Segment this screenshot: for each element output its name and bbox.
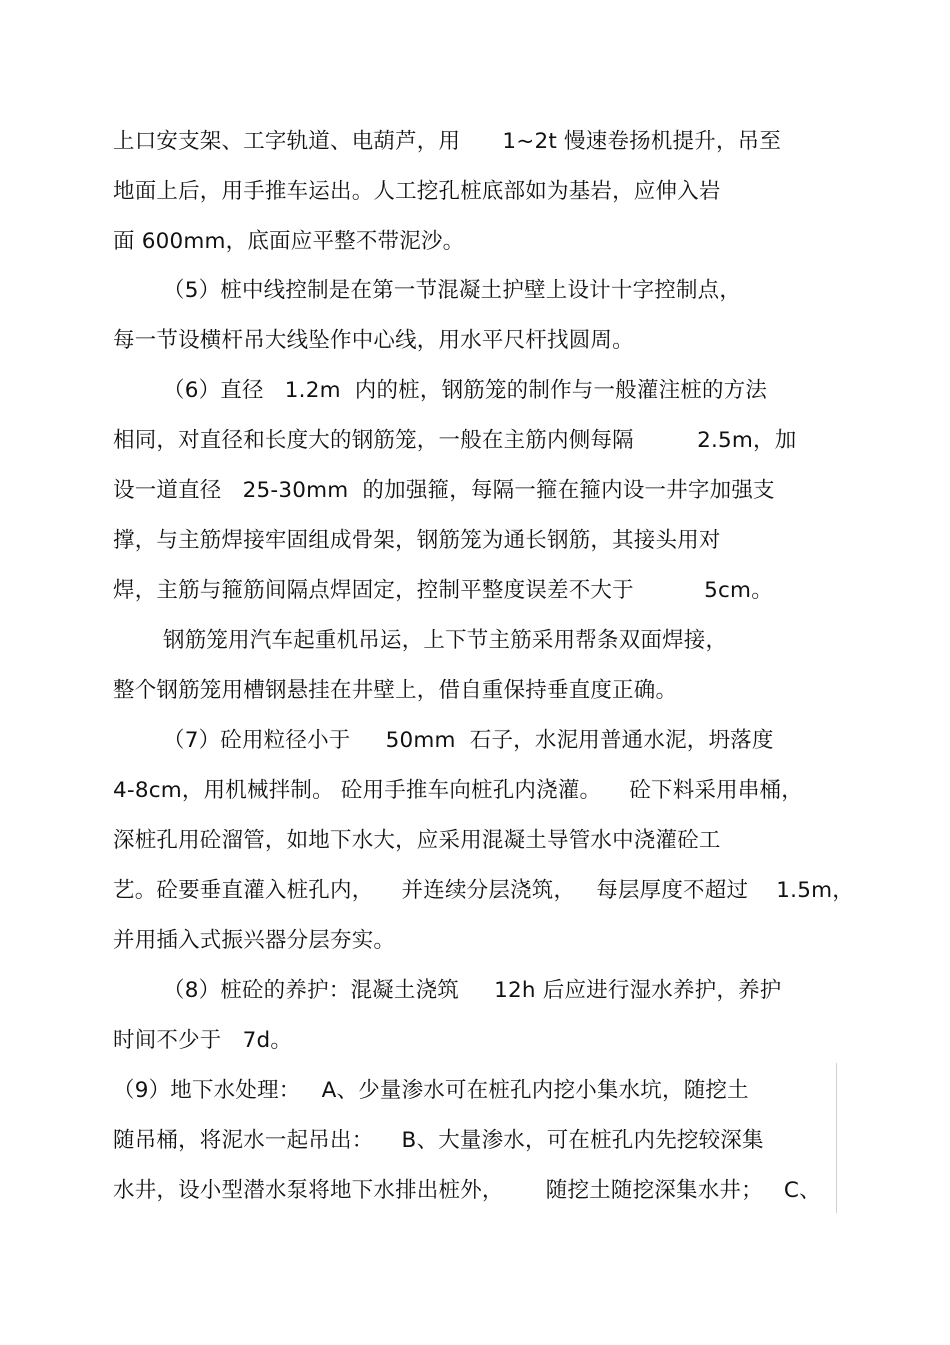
text-line-19: 时间不少于 7d。 [113, 1028, 293, 1053]
text-line-17: 并用插入式振兴器分层夯实。 [113, 928, 396, 953]
text-line-11: 钢筋笼用汽车起重机吊运，上下节主筋采用帮条双面焊接， [163, 628, 728, 653]
text-line-14: 4-8cm，用机械拌制。 砼用手推车向桩孔内浇灌。 砼下料采用串桶， [113, 778, 803, 803]
text-line-10: 焊，主筋与箍筋间隔点焊固定，控制平整度误差不大于 5cm。 [113, 578, 773, 603]
text-line-2: 地面上后，用手推车运出。人工挖孔桩底部如为基岩，应伸入岩 [113, 179, 721, 204]
text-line-15: 深桩孔用砼溜管，如地下水大，应采用混凝土导管水中浇灌砼工 [113, 828, 721, 853]
text-line-12: 整个钢筋笼用槽钢悬挂在井壁上，借自重保持垂直度正确。 [113, 678, 678, 703]
text-line-5: 每一节设横杆吊大线坠作中心线，用水平尺杆找圆周。 [113, 328, 634, 353]
text-line-7: 相同，对直径和长度大的钢筋笼，一般在主筋内侧每隔 2.5m，加 [113, 428, 797, 453]
text-line-13: （7）砼用粒径小于 50mm 石子，水泥用普通水泥，坍落度 [163, 728, 774, 753]
text-line-20: （9）地下水处理： A、少量渗水可在桩孔内挖小集水坑，随挖土 [113, 1078, 749, 1103]
text-line-18: （8）桩砼的养护：混凝土浇筑 12h 后应进行湿水养护，养护 [163, 978, 782, 1003]
text-line-4: （5）桩中线控制是在第一节混凝土护壁上设计十字控制点， [163, 278, 742, 303]
text-line-21: 随吊桶，将泥水一起吊出： B、大量渗水，可在桩孔内先挖较深集 [113, 1128, 764, 1153]
text-line-9: 撑，与主筋焊接牢固组成骨架，钢筋笼为通长钢筋，其接头用对 [113, 528, 721, 553]
text-line-3: 面 600mm，底面应平整不带泥沙。 [113, 229, 465, 254]
text-line-16: 艺。砼要垂直灌入桩孔内， 并连续分层浇筑， 每层厚度不超过 1.5m， [113, 878, 854, 903]
text-line-8: 设一道直径 25-30mm 的加强箍，每隔一箍在箍内设一井字加强支 [113, 478, 775, 503]
text-line-22: 水井，设小型潜水泵将地下水排出桩外， 随挖土随挖深集水井； C、 [113, 1178, 821, 1203]
text-line-1: 上口安支架、工字轨道、电葫芦，用 1~2t 慢速卷扬机提升，吊至 [113, 129, 782, 154]
margin-divider [836, 1063, 837, 1213]
text-line-6: （6）直径 1.2m 内的桩，钢筋笼的制作与一般灌注桩的方法 [163, 378, 768, 403]
